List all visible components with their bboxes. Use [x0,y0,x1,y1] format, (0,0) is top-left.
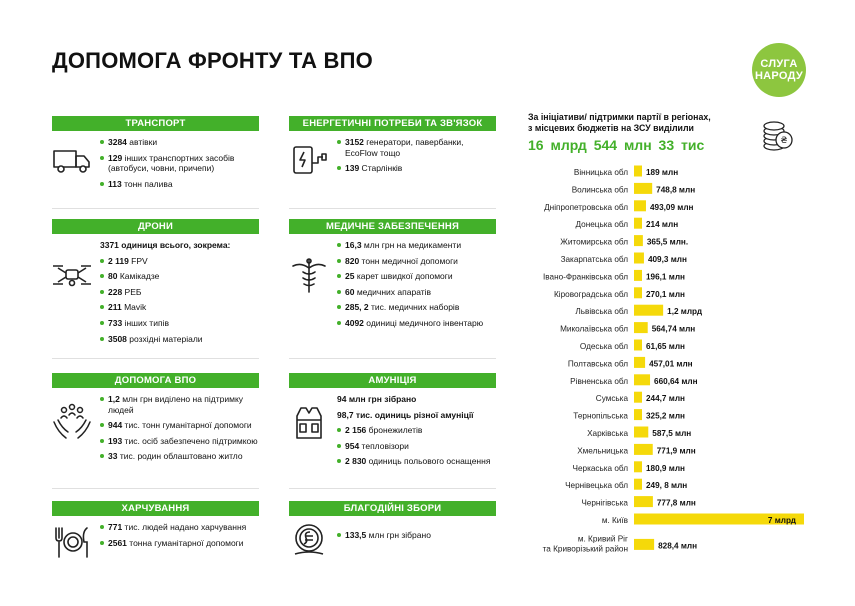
regions-bar-chart [510,160,820,560]
bar-category-label: Івано-Франківська обл [542,272,628,282]
section-charity [289,501,496,540]
budget-total: 16 млрд 544 млн 33 тис [528,137,705,153]
bar-value-label: 493,09 млн [649,202,694,212]
list-item: 139 Старлінків [337,163,497,174]
section-header: ДОПОМОГА ВПО [52,373,259,388]
bar-category-label: Волинська обл [571,185,628,195]
logo-line-1: СЛУГА [760,58,798,70]
bar [634,200,646,211]
divider [289,488,496,489]
bar-value-label: 457,01 млн [649,359,693,369]
bar-value-label: 409,3 млн [647,255,687,264]
list-item: 3152 генератори, павербанки, EcoFlow тощо [337,137,497,158]
section-header: ЕНЕРГЕТИЧНІ ПОТРЕБИ ТА ЗВ'ЯЗОК [289,116,496,131]
bar-value-label: 214 млн [646,220,679,230]
bar-category-label: Одеська обл [579,342,628,351]
bar-category-label: Рівненська обл [570,376,628,386]
bar-category-label: Миколаївська обл [560,324,628,334]
bar-value-label: 564,74 млн [651,324,696,334]
bar-value-label: 244,7 млн [646,394,685,404]
list-lead: 94 млн грн зібрано [337,394,417,404]
bar-category-label: Донецька обл [575,220,628,230]
bar-category-label: Житомирська обл [560,237,628,247]
section-header: ХАРЧУВАННЯ [52,501,259,516]
drone-icon [52,256,92,296]
logo-line-2: НАРОДУ [754,70,804,82]
bar-value-label: 249, 8 млн [646,481,688,491]
list-item: 944 тис. тонн гуманітарної допомоги [100,420,260,431]
list-item: 33 тис. родин облаштовано житло [100,451,260,462]
vest-icon [289,404,329,444]
bar-value-label: 325,2 млн [646,411,685,421]
bar-value-label: 777,8 млн [656,498,696,508]
bar [634,235,643,246]
list-item: 771 тис. людей надано харчування [100,522,260,533]
bar-value-label: 196,1 млн [646,272,685,282]
bar-value-label: 771,9 млн [656,446,696,456]
bar [634,218,642,229]
list-item: 25 карет швидкої допомоги [337,271,497,282]
bar-category-label: м. Кривий Ріг та Криворізький район [542,534,628,554]
section-ammo [289,373,496,467]
bar-category-label: Черкаська обл [572,463,628,473]
section-drones [52,219,259,344]
powerbank-icon [289,139,329,179]
bar-value-label: 180,9 млн [646,463,685,473]
section-vpo [52,373,259,462]
list-item: 60 медичних апаратів [337,287,497,298]
bar [634,539,654,550]
divider [52,358,259,359]
coins-icon [762,110,794,154]
truck-icon [52,139,92,179]
list-item: 211 Mavik [100,302,260,313]
bar [634,392,642,403]
bar-value-label: 748,8 млн [656,185,696,195]
svg-text:₴: ₴ [780,136,788,146]
bar-category-label: Львівська обл [575,307,628,317]
budget-intro-line-2: з місцевих бюджетів на ЗСУ виділили [528,123,694,133]
list-item: 285, 2 тис. медичних наборів [337,302,497,313]
list-item: 2 156 бронежилетів [337,425,497,436]
bar-category-label: Чернігівська [581,498,628,508]
list-item: 2 830 одиниць польового оснащення [337,456,497,467]
section-header: МЕДИЧНЕ ЗАБЕЗПЕЧЕННЯ [289,219,496,234]
divider [52,208,259,209]
donation-coin-icon [289,520,329,560]
section-medical [289,219,496,328]
list-item: 80 Камікадзе [100,271,260,282]
party-logo [752,43,806,97]
list-lead: 98,7 тис. одиниць різної амуніції [337,409,474,420]
plate-cutlery-icon [52,522,92,562]
bar-value-label: 660,64 млн [654,376,698,386]
bar [634,427,648,438]
bar [634,340,642,351]
section-transport [52,116,259,189]
list-item: 954 тепловізори [337,441,497,452]
list-item: 113 тонн палива [100,179,260,190]
section-header: ДРОНИ [52,219,259,234]
bar-value-label: 61,65 млн [646,342,685,351]
bar [634,461,642,472]
list-item: 1,2 млн грн виділено на підтримку людей [100,394,260,415]
bar-value-label: 587,5 млн [652,429,692,438]
caduceus-icon [289,256,329,296]
list-item: 133,5 млн грн зібрано [337,530,497,541]
bar-value-label: 1,2 млрд [667,307,703,317]
bar [634,496,653,507]
bar-value-label: 270,1 млн [646,289,685,299]
bar [634,374,650,385]
list-item: 193 тис. осіб забезпечено підтримкою [100,436,260,447]
section-energy [289,116,496,174]
section-header: БЛАГОДІЙНІ ЗБОРИ [289,501,496,516]
bar [634,322,648,333]
list-item: 16,3 млн грн на медикаменти [337,240,497,251]
divider [289,208,496,209]
bar [634,253,644,264]
list-lead: 3371 одиниця всього, зокрема: [100,240,231,250]
bar [634,357,645,368]
bar-category-label: Хмельницька [577,446,628,456]
section-header: ТРАНСПОРТ [52,116,259,131]
bar [634,479,642,490]
bar-category-label: Кіровоградська обл [554,289,628,299]
bar-category-label: Вінницька обл [573,168,628,177]
bar-category-label: Чернівецька обл [565,481,628,491]
list-item: 2 119 FPV [100,256,260,267]
bar-category-label: Харківська [587,429,628,438]
list-item: 733 інших типів [100,318,260,329]
bar-category-label: м. Київ [601,516,628,525]
bar [634,305,663,316]
section-header: АМУНІЦІЯ [289,373,496,388]
list-item: 129 інших транспортних засобів (автобуси, човни, причепи) [100,153,260,174]
list-item: 3284 автівки [100,137,260,148]
list-item: 228 РЕБ [100,287,260,298]
bar-category-label: Закарпатська обл [560,255,628,264]
list-item: 3508 розхідні матеріали [100,334,260,345]
bar [634,183,652,194]
section-food [52,501,259,548]
list-item: 4092 одиниці медичного інвентарю [337,318,497,329]
page-title: ДОПОМОГА ФРОНТУ ТА ВПО [52,48,373,73]
divider [289,358,496,359]
bar-value-label: 189 млн [646,168,679,177]
bar-category-label: Сумська [595,394,628,404]
bar [634,287,642,298]
bar [634,409,642,420]
budget-intro-line-1: За ініціативи/ підтримки партії в регіонах, [528,112,711,122]
list-item: 820 тонн медичної допомоги [337,256,497,267]
divider [52,488,259,489]
bar [634,270,642,281]
bar-category-label: Тернопільська [573,411,628,421]
bar-category-label: Дніпропетровська обл [544,202,628,212]
bar [634,444,653,455]
bar-value-label: 7 млрд [767,516,796,525]
bar-category-label: Полтавська обл [567,359,628,369]
bar-value-label: 365,5 млн. [646,237,689,247]
bar-value-label: 828,4 млн [658,541,698,551]
budget-intro [528,112,758,134]
list-item: 2561 тонна гуманітарної допомоги [100,538,260,549]
bar [634,166,642,177]
helping-hands-icon [52,402,92,442]
